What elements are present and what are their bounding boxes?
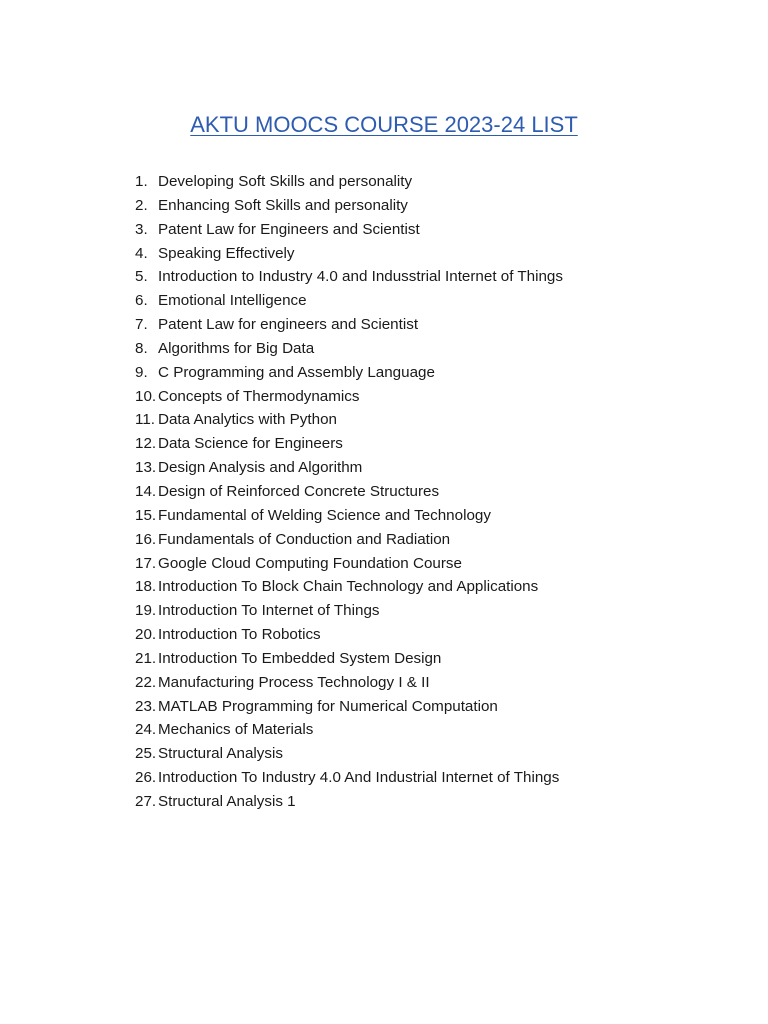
course-label: Patent Law for engineers and Scientist [158,316,419,334]
course-label: Design of Reinforced Concrete Structures [158,482,440,500]
course-label: MATLAB Programming for Numerical Computation [158,697,498,715]
course-number: 20. [135,626,157,644]
course-number: 12. [135,435,157,453]
course-label: Concepts of Thermodynamics [158,387,360,405]
course-number: 23. [135,697,157,715]
course-label: Data Analytics with Python [158,411,337,429]
course-label: Introduction to Industry 4.0 and Indusstrial Internet of Things [158,268,563,286]
course-number: 4. [135,244,148,262]
course-number: 22. [135,673,157,691]
course-item [135,194,563,218]
course-item [135,790,563,814]
course-item [135,671,563,695]
course-label: Data Science for Engineers [158,435,343,453]
course-item [135,265,563,289]
course-number: 2. [135,196,148,214]
course-number: 25. [135,745,157,763]
course-item [135,552,563,576]
document-title: AKTU MOOCS COURSE 2023-24 LIST [190,112,578,137]
course-item [135,742,563,766]
course-item [135,528,563,552]
course-label: Introduction To Robotics [158,626,321,644]
course-label: C Programming and Assembly Language [158,363,435,381]
course-number: 3. [135,220,148,238]
course-item [135,170,563,194]
course-number: 15. [135,506,157,524]
course-label: Fundamentals of Conduction and Radiation [158,530,451,548]
course-number: 7. [135,316,148,334]
course-label: Structural Analysis [158,745,283,763]
course-item [135,480,563,504]
course-item [135,408,563,432]
course-list [135,170,563,814]
course-item [135,599,563,623]
course-number: 8. [135,339,148,357]
course-label: Design Analysis and Algorithm [158,459,363,477]
course-number: 16. [135,530,157,548]
course-label: Introduction To Embedded System Design [158,649,442,667]
course-item [135,289,563,313]
course-label: Patent Law for Engineers and Scientist [158,220,420,238]
course-label: Structural Analysis 1 [158,792,296,810]
course-number: 27. [135,792,157,810]
course-item [135,313,563,337]
course-number: 18. [135,578,157,596]
course-item [135,504,563,528]
course-item [135,695,563,719]
course-label: Introduction To Block Chain Technology and Applications [158,578,539,596]
course-label: Developing Soft Skills and personality [158,173,413,190]
course-label: Enhancing Soft Skills and personality [158,196,408,214]
course-item [135,242,563,266]
course-number: 24. [135,721,157,739]
course-label: Introduction To Industry 4.0 And Industrial Internet of Things [158,769,560,787]
course-label: Emotional Intelligence [158,292,307,310]
course-item [135,432,563,456]
course-label: Google Cloud Computing Foundation Course [158,554,462,572]
course-number: 21. [135,649,157,667]
course-item [135,361,563,385]
course-number: 14. [135,482,157,500]
course-number: 10. [135,387,157,405]
course-label: Algorithms for Big Data [158,339,315,357]
course-number: 1. [135,173,148,190]
course-number: 13. [135,459,157,477]
course-label: Mechanics of Materials [158,721,314,739]
course-item [135,337,563,361]
course-label: Fundamental of Welding Science and Technology [158,506,491,524]
course-item [135,575,563,599]
course-label: Speaking Effectively [158,244,295,262]
course-item [135,218,563,242]
course-number: 19. [135,602,157,620]
course-number: 9. [135,363,148,381]
course-item [135,456,563,480]
course-label: Introduction To Internet of Things [158,602,380,620]
course-item [135,623,563,647]
course-item [135,718,563,742]
course-number: 6. [135,292,148,310]
course-number: 11. [135,411,155,429]
course-item [135,766,563,790]
course-item [135,647,563,671]
course-item [135,385,563,409]
course-label: Manufacturing Process Technology I & II [158,673,430,691]
course-number: 17. [135,554,157,572]
course-number: 5. [135,268,148,286]
course-number: 26. [135,769,157,787]
